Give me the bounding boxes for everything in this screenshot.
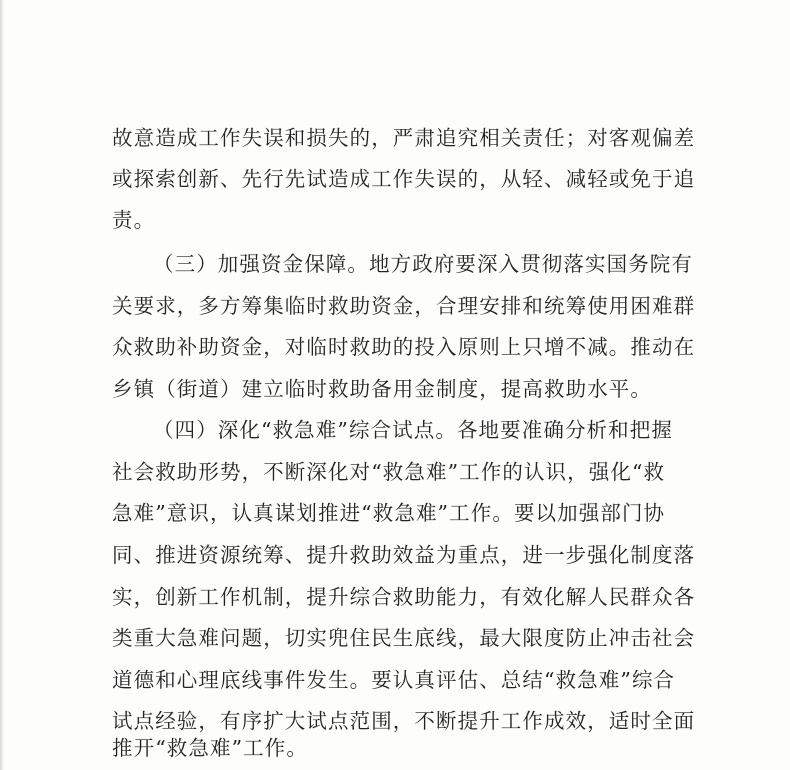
text-line: 众救助补助资金，对临时救助的投入原则上只增不减。推动在 <box>112 335 696 359</box>
text-line: 实，创新工作机制，提升综合救助能力，有效化解人民群众各 <box>112 585 696 609</box>
text-line: 关要求，多方筹集临时救助资金，合理安排和统筹使用困难群 <box>112 294 696 318</box>
scan-edge <box>0 0 4 770</box>
section-heading-line: （四）深化“救急难”综合试点。各地要准确分析和把握 <box>153 418 673 442</box>
text-line: 急难”意识，认真谋划推进“救急难”工作。要以加强部门协 <box>112 501 666 525</box>
text-line: 道德和心理底线事件发生。要认真评估、总结“救急难”综合 <box>112 668 676 692</box>
text-line: 同、推进资源统筹、提升救助效益为重点，进一步强化制度落 <box>112 543 696 567</box>
text-line: 社会救助形势，不断深化对“救急难”工作的认识，强化“救 <box>112 460 666 484</box>
text-line: 试点经验，有序扩大试点范围，不断提升工作成效，适时全面 <box>112 709 696 733</box>
text-line: 推开“救急难”工作。 <box>112 736 308 760</box>
text-line: 责。 <box>112 208 156 232</box>
text-line: 故意造成工作失误和损失的，严肃追究相关责任；对客观偏差 <box>112 126 696 150</box>
text-line: 类重大急难问题，切实兜住民生底线，最大限度防止冲击社会 <box>112 626 696 650</box>
section-heading-line: （三）加强资金保障。地方政府要深入贯彻落实国务院有 <box>153 252 693 276</box>
text-line: 或探索创新、先行先试造成工作失误的，从轻、减轻或免于追 <box>112 167 696 191</box>
text-line: 乡镇（街道）建立临时救助备用金制度，提高救助水平。 <box>112 377 652 401</box>
